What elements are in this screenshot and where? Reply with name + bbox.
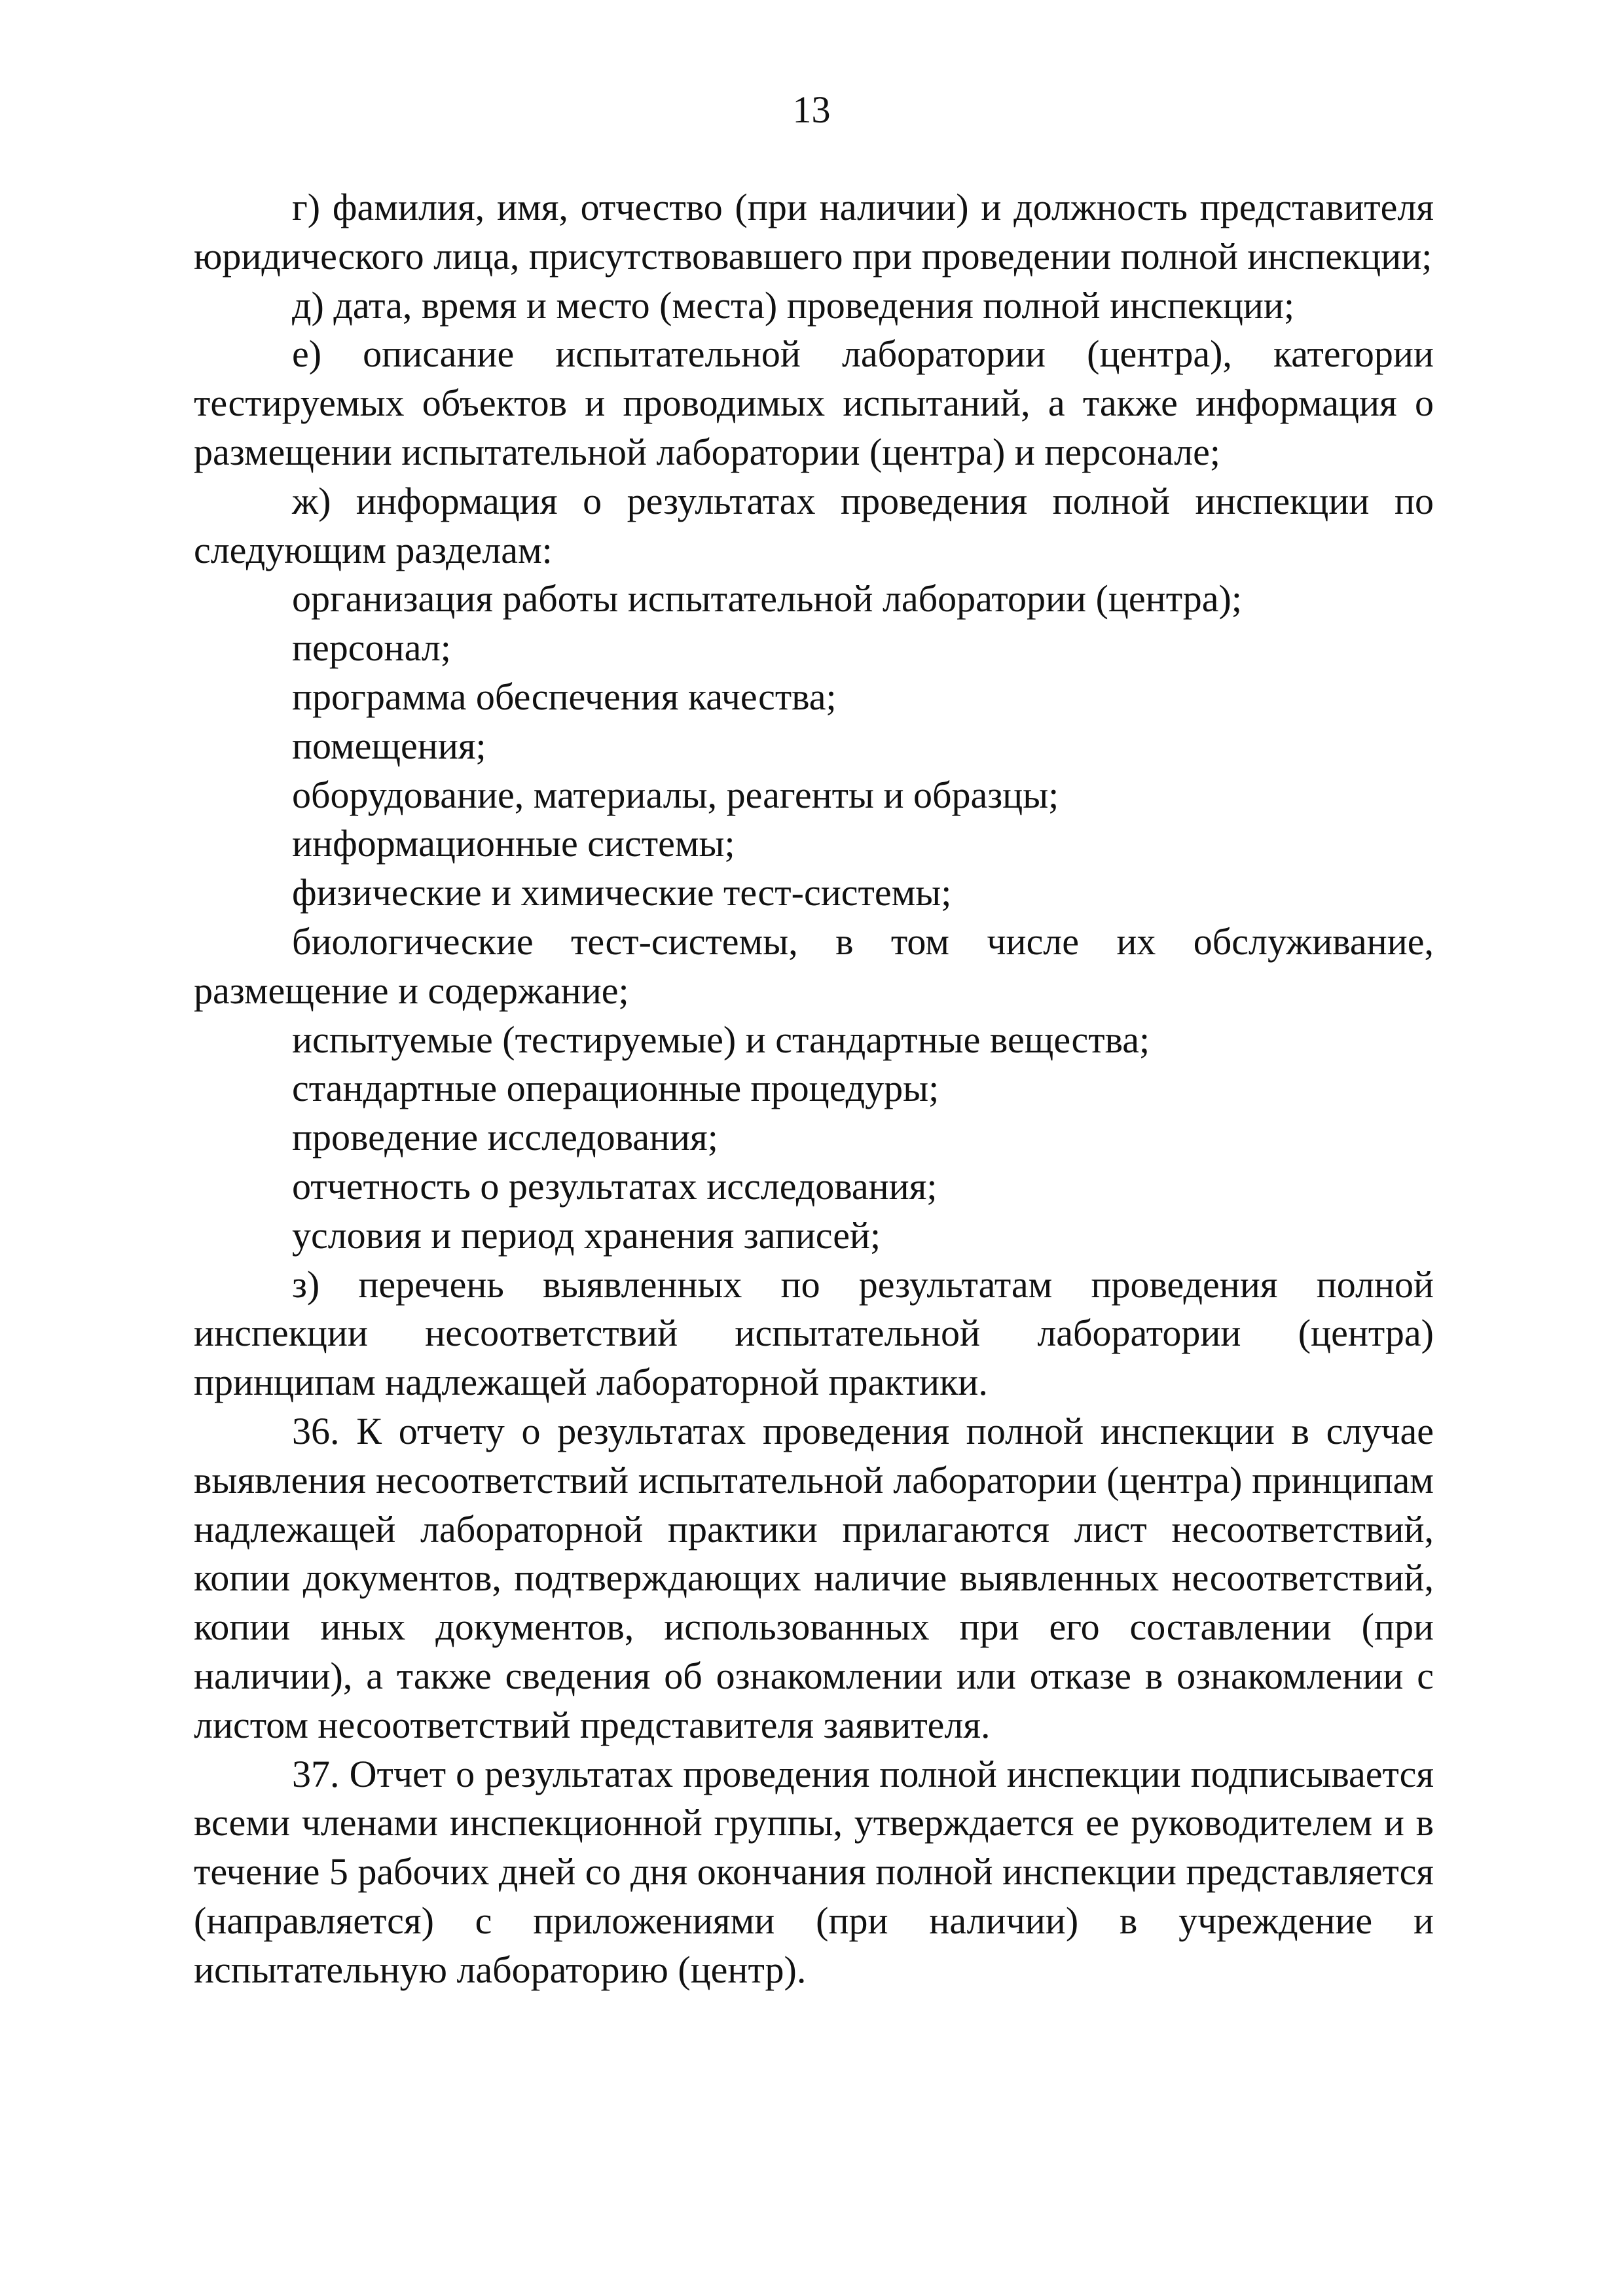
document-body xyxy=(194,183,1434,1994)
section-item: организация работы испытательной лаборатории (центра); xyxy=(292,577,1242,620)
section-item: биологические тест-системы, в том числе их обслуживание, размещение и содержание; xyxy=(194,920,1434,1012)
section-item: проведение исследования; xyxy=(292,1116,718,1159)
paragraph-item-d: д) дата, время и место (места) проведения полной инспекции; xyxy=(292,283,1295,327)
section-item: информационные системы; xyxy=(292,822,735,865)
section-item: оборудование, материалы, реагенты и образцы; xyxy=(292,773,1059,816)
section-item: помещения; xyxy=(292,724,486,767)
section-item: стандартные операционные процедуры; xyxy=(292,1067,939,1110)
page-number: 13 xyxy=(792,88,831,131)
paragraph-item-z: з) перечень выявленных по результатам проведения полной инспекции несоответствий испытательной лаборатории (центра) принципам надлежащей лабораторной практики. xyxy=(194,1263,1434,1404)
section-item: персонал; xyxy=(292,626,451,670)
paragraph-37: 37. Отчет о результатах проведения полной инспекции подписывается всеми членами инспекционной группы, утверждается ее руководителем и в течение 5 рабочих дней со дня окончания полной инспекции представляется (направляется) с приложениями (при наличии) в учреждение и испытательную лабораторию (центр). xyxy=(194,1752,1434,1991)
paragraph-item-e: е) описание испытательной лаборатории (центра), категории тестируемых объектов и проводимых испытаний, а также информация о размещении испытательной лаборатории (центра) и персонале; xyxy=(194,332,1434,473)
section-item: отчетность о результатах исследования; xyxy=(292,1164,938,1208)
section-item: условия и период хранения записей; xyxy=(292,1213,881,1257)
paragraph-item-zh: ж) информация о результатах проведения полной инспекции по следующим разделам: xyxy=(194,479,1434,571)
section-item: физические и химические тест-системы; xyxy=(292,871,952,914)
paragraph-36: 36. К отчету о результатах проведения полной инспекции в случае выявления несоответствий испытательной лаборатории (центра) принципам надлежащей лабораторной практики прилагаются лист несоответствий, копии документов, подтверждающих наличие выявленных несоответствий, копии иных документов, использованных при его составлении (при наличии), а также сведения об ознакомлении или отказе в ознакомлении с листом несоответствий представителя заявителя. xyxy=(194,1409,1434,1746)
section-item: испытуемые (тестируемые) и стандартные вещества; xyxy=(292,1018,1150,1061)
paragraph-item-g: г) фамилия, имя, отчество (при наличии) и должность представителя юридического лица, присутствовавшего при проведении полной инспекции; xyxy=(194,186,1434,278)
section-item: программа обеспечения качества; xyxy=(292,675,837,718)
